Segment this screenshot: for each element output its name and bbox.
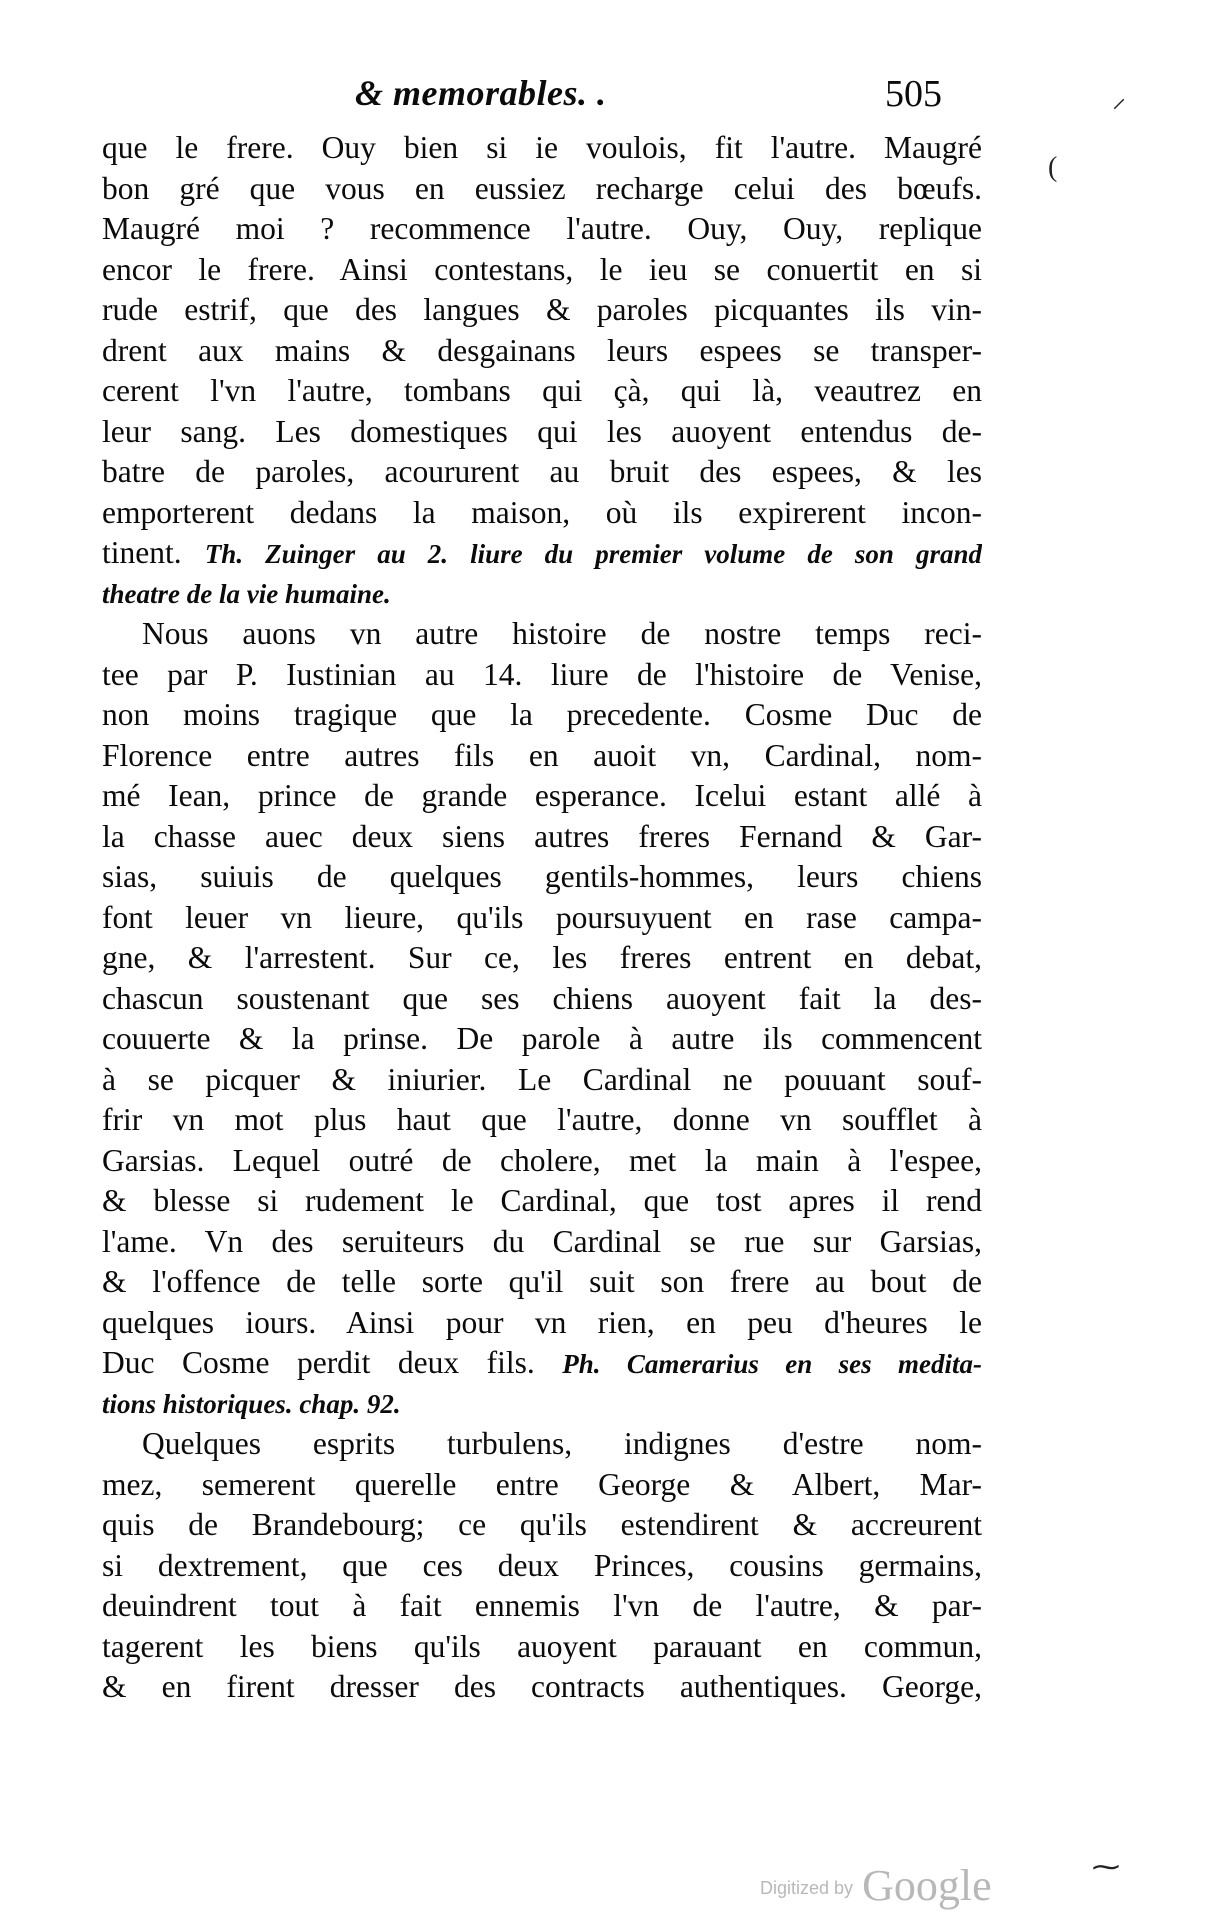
text-line: rude estrif, que des langues & paroles picquantes ils vin- [102, 292, 982, 327]
text-line: mé Iean, prince de grande esperance. Icelui estant allé à [102, 778, 982, 813]
text-line: & l'offence de telle sorte qu'il suit son frere au bout de [102, 1264, 982, 1299]
text-line: deuindrent tout à fait ennemis l'vn de l'autre, & par- [102, 1588, 982, 1623]
watermark-prefix: Digitized by [760, 1878, 854, 1898]
text-line: font leuer vn lieure, qu'ils poursuyuent en rase campa- [102, 899, 982, 935]
text-line: bon gré que vous en eussiez recharge celui des bœufs. [102, 170, 982, 206]
text-line: mez, semerent querelle entre George & Albert, Mar- [102, 1466, 982, 1502]
text-line: l'ame. Vn des seruiteurs du Cardinal se rue sur Garsias, [102, 1223, 982, 1259]
text-line: que le frere. Ouy bien si ie voulois, fit l'autre. Maugré [102, 130, 982, 165]
text-fragment: Duc Cosme perdit deux fils. [102, 1345, 535, 1380]
digitization-watermark [760, 1860, 992, 1911]
body-text [102, 128, 982, 1708]
text-line-with-citation [102, 1343, 982, 1384]
text-line: Florence entre autres fils en auoit vn, Cardinal, nom- [102, 737, 982, 773]
text-line: quis de Brandebourg; ce qu'ils estendirent & accreurent [102, 1507, 982, 1542]
text-line: & en firent dresser des contracts authentiques. George, [102, 1669, 982, 1704]
text-line: à se picquer & iniurier. Le Cardinal ne pouuant souf- [102, 1061, 982, 1097]
text-line: tagerent les biens qu'ils auoyent parauant en commun, [102, 1628, 982, 1664]
citation: Ph. Camerarius en ses medita- [562, 1349, 982, 1379]
text-line: la chasse auec deux siens autres freres Fernand & Gar- [102, 818, 982, 854]
text-line: chascun soustenant que ses chiens auoyent fait la des- [102, 980, 982, 1016]
margin-mark: ⸝ [1112, 83, 1127, 114]
text-line: encor le frere. Ainsi contestans, le ieu se conuertit en si [102, 251, 982, 287]
citation: Th. Zuinger au 2. liure du premier volume de son grand [204, 539, 982, 569]
text-line: & blesse si rudement le Cardinal, que tost apres il rend [102, 1183, 982, 1218]
text-line: batre de paroles, acoururent au bruit des espees, & les [102, 454, 982, 489]
citation-line: tions historiques. chap. 92. [102, 1388, 401, 1419]
text-line: non moins tragique que la precedente. Cosme Duc de [102, 697, 982, 732]
text-line: leur sang. Les domestiques qui les auoyent entendus de- [102, 413, 982, 449]
watermark-brand: Google [862, 1861, 992, 1910]
text-line: quelques iours. Ainsi pour vn rien, en peu d'heures le [102, 1304, 982, 1340]
paragraph-1 [102, 128, 982, 614]
page-number: 505 [885, 73, 942, 115]
text-line: gne, & l'arrestent. Sur ce, les freres entrent en debat, [102, 940, 982, 975]
text-line: tee par P. Iustinian au 14. liure de l'histoire de Venise, [102, 656, 982, 692]
text-line: Maugré moi ? recommence l'autre. Ouy, Ouy, replique [102, 211, 982, 246]
text-line: frir vn mot plus haut que l'autre, donne vn soufflet à [102, 1102, 982, 1137]
running-head: & memorables. . [355, 73, 607, 113]
text-line: couuerte & la prinse. De parole à autre ils commencent [102, 1021, 982, 1056]
paragraph-2 [102, 614, 982, 1424]
text-line: sias, suiuis de quelques gentils-hommes, leurs chiens [102, 859, 982, 894]
text-line: Garsias. Lequel outré de cholere, met la main à l'espee, [102, 1142, 982, 1178]
text-line: cerent l'vn l'autre, tombans qui çà, qui là, veautrez en [102, 373, 982, 408]
text-line: Quelques esprits turbulens, indignes d'estre nom- [142, 1426, 982, 1461]
page-header [100, 72, 1000, 122]
text-line: si dextrement, que ces deux Princes, cousins germains, [102, 1547, 982, 1583]
margin-mark: ( [1048, 152, 1058, 183]
paragraph-3 [102, 1424, 982, 1708]
citation-line: theatre de la vie humaine. [102, 578, 391, 609]
text-line: drent aux mains & desgainans leurs espees se transper- [102, 332, 982, 368]
text-line: emporterent dedans la maison, où ils expirerent incon- [102, 494, 982, 530]
margin-mark: ⁓ [1092, 1852, 1120, 1883]
text-fragment: tinent. [102, 535, 182, 570]
text-line: Nous auons vn autre histoire de nostre temps reci- [142, 616, 982, 651]
text-line-with-citation [102, 533, 982, 574]
